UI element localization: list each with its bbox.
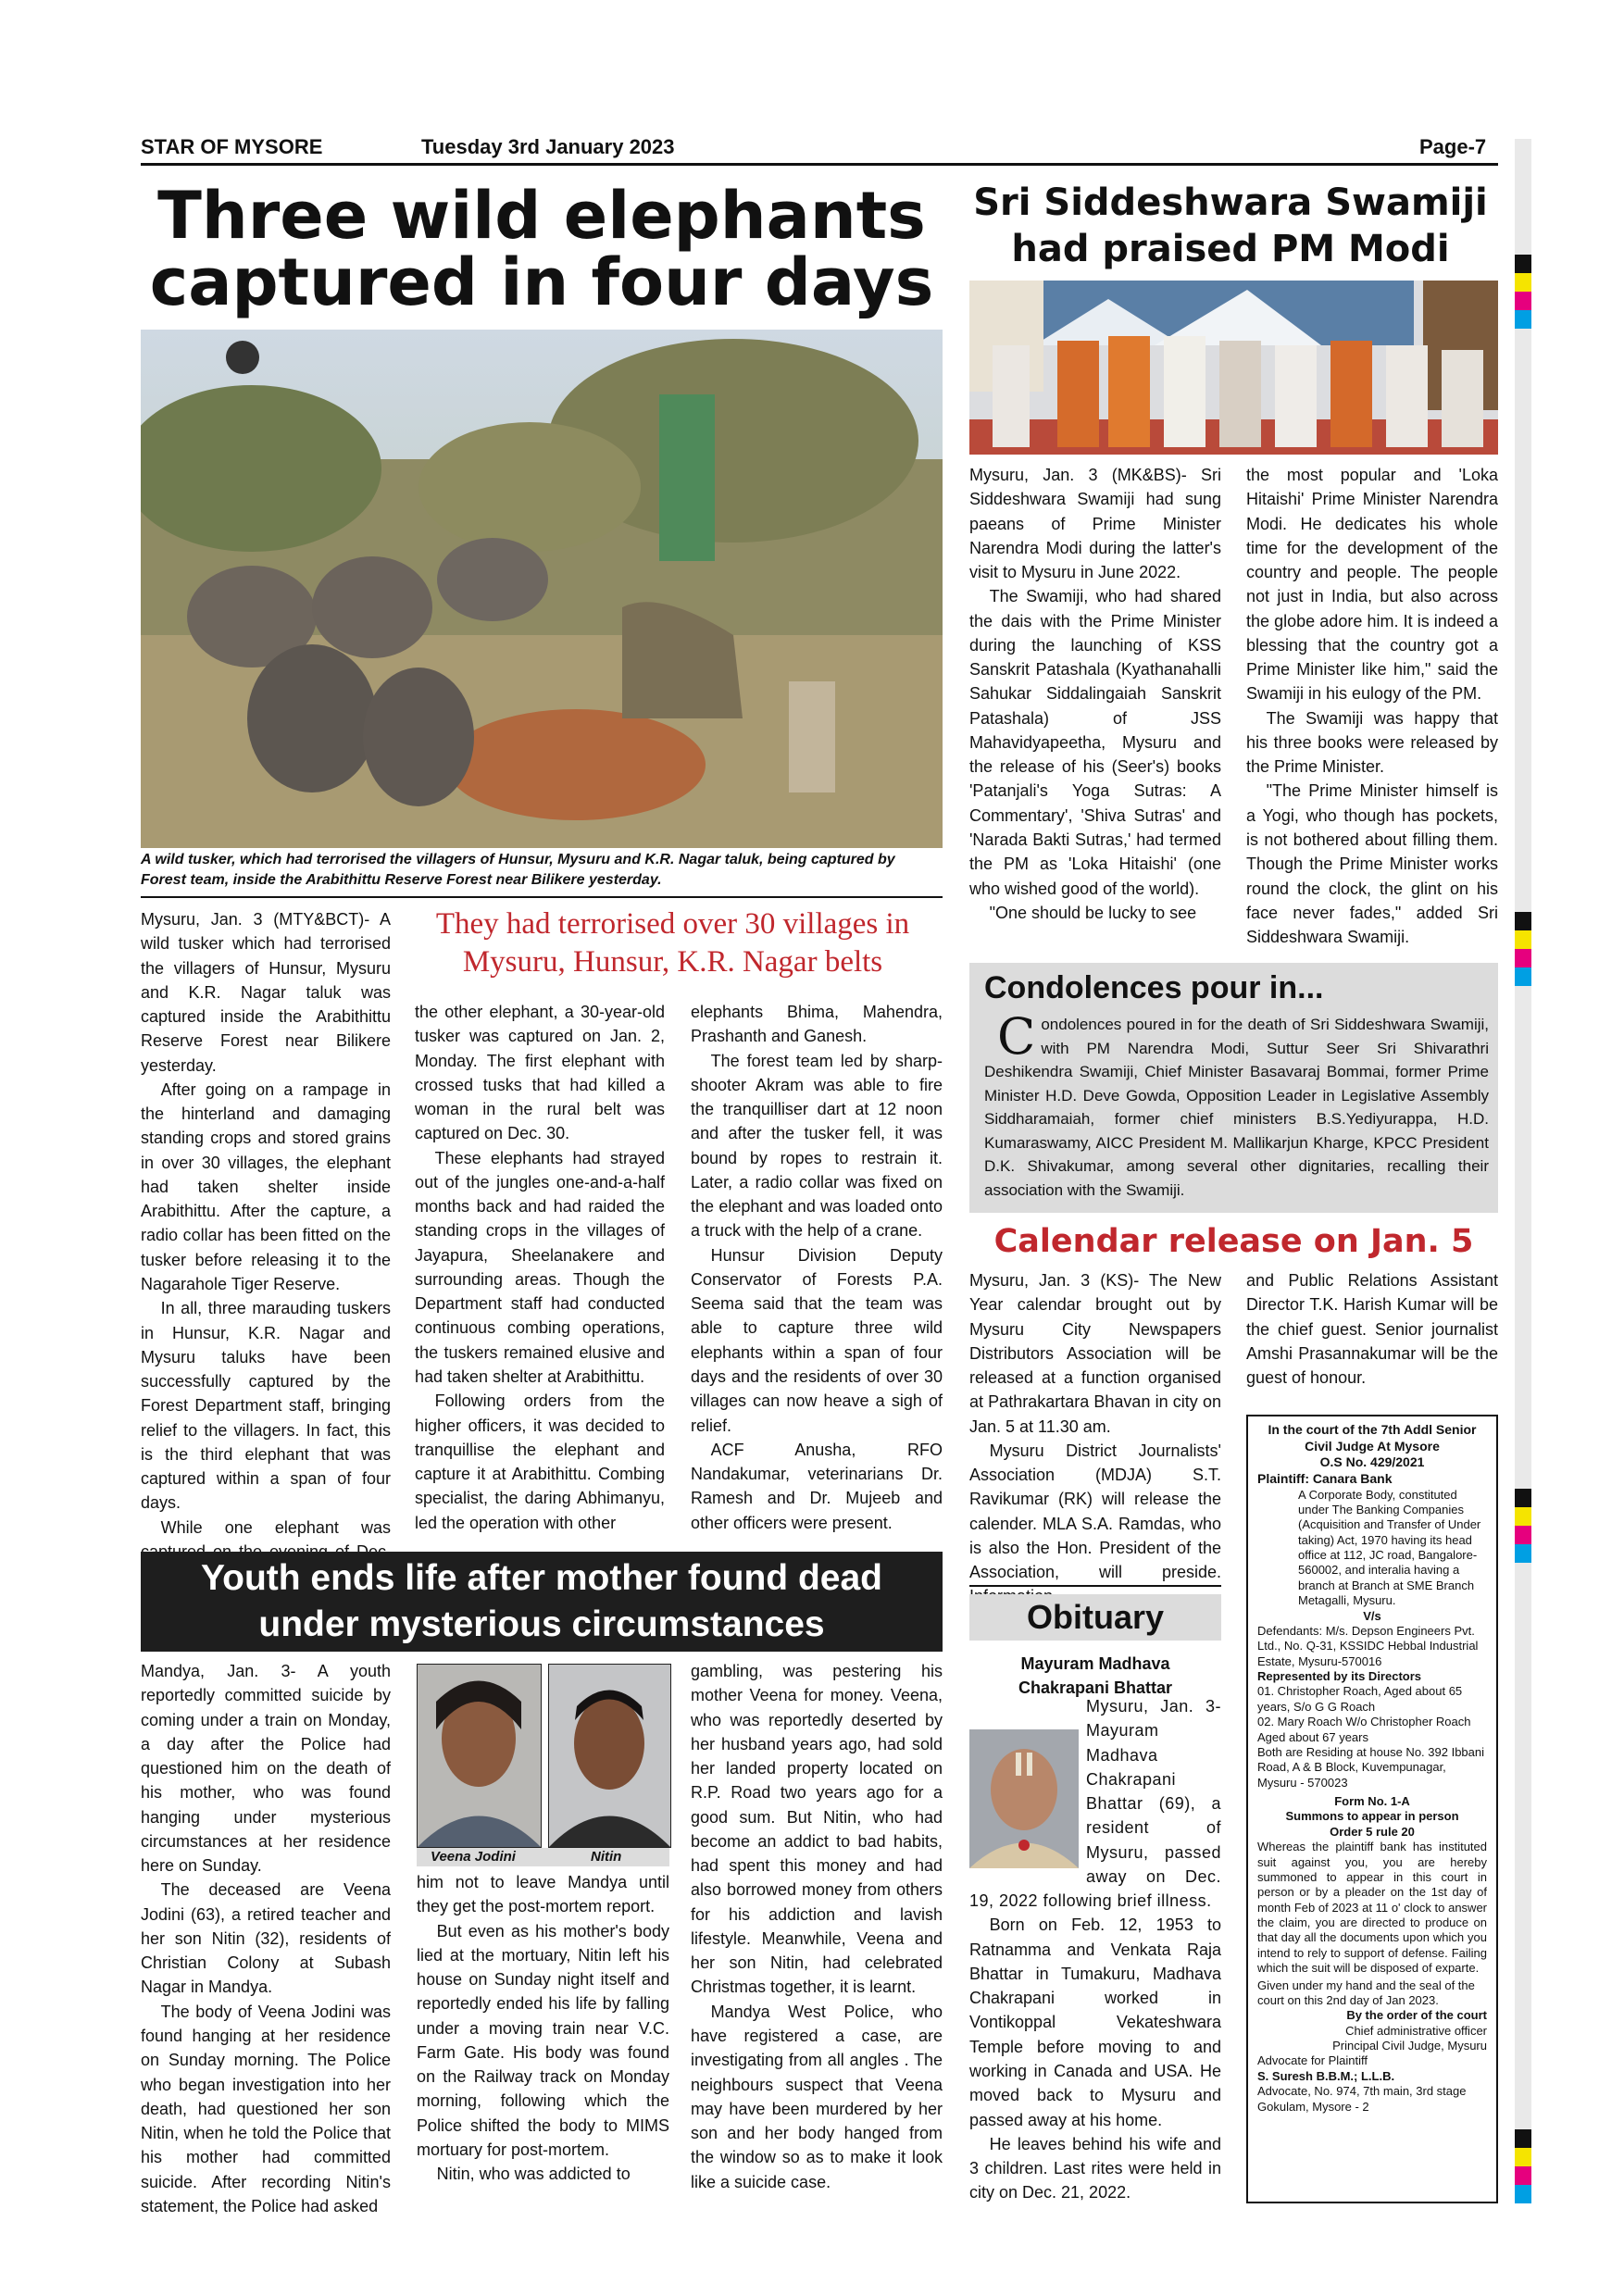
paragraph: Mandya, Jan. 3- A youth reportedly committed suicide by coming under a train on Monday, a day after the Police had questioned him on the death of his mother, who was found hanging under mysterious circumstances at her residence here on Sunday. [141,1662,391,1876]
swamiji-pm-event-photo [969,281,1498,455]
notice-defendant-2: 02. Mary Roach W/o Christopher Roach Aged about 67 years [1257,1715,1471,1744]
youth-column-1 [141,1659,391,2218]
notice-pcj: Principal Civil Judge, Mysuru [1332,2039,1487,2053]
notice-plaintiff-desc: A Corporate Body, constituted under The Banking Companies (Acquisition and Transfer of Under taking) Act, 1970 having its head office at 112, JC road, Bangalore-560002, and interalia having a branch at Branch at SME Branch Metagalli, Mysuru. [1298,1487,1481,1608]
elephants-column-2 [415,1000,665,1535]
paragraph: Born on Feb. 12, 1953 to Ratnamma and Venkata Raja Bhattar in Tumakuru, Madhava Chakrapani worked in Vontikoppal Vekateshwara Temple before moving to and working in Canada and USA. He moved back to Mysuru and passed away at his home. [969,1915,1221,2129]
swamiji-column-1 [969,463,1221,925]
paragraph: The Swamiji was happy that his three books were released by the Prime Minister. [1246,708,1498,777]
condolences-first: ondolences poured in for the death of Sri Siddeshwara Swamiji, with PM Narendra Modi, Suttur Seer Sri Shivarathri [1041,1016,1489,1057]
notice-address: Both are Residing at house No. 392 Ibbani Road, A & B Block, Kuvempunagar, Mysuru - 570023 [1257,1744,1485,1790]
paragraph: Mysuru, Jan. 3 (MTY&BCT)- A wild tusker which had terrorised the villagers of Hunsur, Mysuru and K.R. Nagar taluk was captured inside the Arabithittu Reserve Forest near Bilikere yesterday. [141,910,391,1075]
youth-column-2 [417,1870,669,2186]
nitin-photo [548,1664,671,1848]
paragraph: Mysuru, Jan. 3- Mayuram Madhava Chakrapani Bhattar (69), a resident of Mysuru, passed away on Dec. 19, 2022 following brief illness. [969,1697,1221,1911]
youth-column-3 [691,1659,943,2194]
obituary-top-rule [969,1585,1221,1587]
obituary-title: Obituary [969,1594,1221,1641]
youth-headline-line-1: Youth ends life after mother found dead [201,1558,882,1598]
obituary-name-line-1: Mayuram Madhava [1020,1654,1170,1673]
notice-defendants: Defendants: M/s. Depson Engineers Pvt. Ltd., No. Q-31, KSSIDC Hebbal Industrial Estate, Mysuru-570016 [1257,1623,1479,1668]
elephants-subheadline [403,905,943,981]
paragraph: gambling, was pestering his mother Veena for money. Veena, who was reportedly deserted by her husband years ago, had sold her landed property located on R.P. Road two years ago for a good sum. But Nitin, who had become an addict to bad habits, had spent this money and had also borrowed money from others for his addiction and lavish lifestyle. Meanwhile, Veena and her son Nitin, had celebrated Christmas together, it is learnt. [691,1662,943,1997]
notice-form: Form No. 1-A [1334,1794,1410,1808]
obituary-name [969,1652,1221,1700]
calendar-headline: Calendar release on Jan. 5 [993,1223,1474,1260]
elephants-headline-line-1: Three wild elephants [157,178,926,254]
subheadline-line-1: They had terrorised over 30 villages in [435,907,910,941]
elephants-photo-caption: A wild tusker, which had terrorised the villagers of Hunsur, Mysuru and K.R. Nagar taluk, being captured by Forest team, inside the Arabithittu Reserve Forest near Bilikere yesterday. [141,852,895,888]
paragraph: These elephants had strayed out of the jungles one-and-a-half months back and had raided the standing crops in the villages of Jayapura, Sheelanakere and surrounding areas. Though the Department staff had conducted continuous combing operations, the tuskers remained elusive and had taken shelter at Arabithittu. [415,1148,665,1386]
paragraph: "One should be lucky to see [989,903,1197,922]
paragraph: the other elephant, a 30-year-old tusker was captured on Jan. 2, Monday. The first elephant with crossed tusks that had killed a woman in the rural belt was captured on Dec. 30. [415,1003,665,1143]
header-rule [141,163,1498,166]
notice-summons: Summons to appear in person [1285,1809,1459,1824]
paragraph: Mandya West Police, who have registered a case, are investigating from all angles . The neighbours suspect that Veena may have been murdered by her son and her body hanged from the window so as to make it look like a suicide case. [691,2002,943,2191]
masthead-paper-name: STAR OF MYSORE [141,135,323,158]
swamiji-headline-line-1: Sri Siddeshwara Swamiji [973,181,1488,224]
elephants-headline-line-2: captured in four days [149,244,934,320]
caption-rule [141,896,943,898]
cmyk-registration-mark [1515,1489,1531,1563]
paragraph: the most popular and 'Loka Hitaishi' Prime Minister Narendra Modi. He dedicates his whole time for the development of the country and people. The people not just in India, but also across the globe adore him. It is indeed a blessing that the country got a Prime Minister like him," said the Swamiji in his eulogy of the PM. [1246,466,1498,704]
paragraph: Mysuru District Journalists' Association (MDJA) S.T. Ravikumar (RK) will release the calender. MLA S.A. Ramdas, who is also the Hon. President of the Association, will preside. [969,1441,1221,1582]
notice-advocate-label: Advocate for Plaintiff [1257,2053,1368,2068]
paragraph: The Swamiji, who had shared the dais with the Prime Minister during the launching of KSS Sanskrit Patashala (Kyathanahalli Sahukar Siddalingaiah Sanskrit Patashala) of JSS Mahavidyapeetha, Mysuru and the release of his (Seer's) books 'Patanjali's Yoga Sutras: A Commentary', 'Shiva Sutras' and 'Narada Bakti Sutras,' had termed the PM as 'Loka Hitaishi' (one who wished good of the world). [969,587,1221,898]
condolences-text [984,1007,1489,1202]
paragraph: Following orders from the higher officers, it was decided to tranquillise the elephant and capture it at Arabithittu. Combing specialist, the daring Abhimanyu, led the operation with other [415,1391,665,1532]
elephant-capture-photo [141,330,943,848]
paragraph: In all, three marauding tuskers in Hunsur, K.R. Nagar and Mysuru taluks have been successfully captured by the Forest Department staff, bringing relief to the villagers. In fact, this is the third elephant that was captured within a span of four days. [141,1299,391,1513]
notice-advocate-address: Advocate, No. 974, 7th main, 3rd stage Gokulam, Mysore - 2 [1257,2084,1467,2114]
notice-os-no: O.S No. 429/2021 [1319,1454,1425,1470]
condolences-box [969,963,1498,1213]
obituary-name-line-2: Chakrapani Bhattar [1018,1678,1173,1697]
notice-given: Given under my hand and the seal of the court on this 2nd day of Jan 2023. [1257,1978,1475,2007]
notice-vs: V/s [1363,1608,1381,1623]
elephants-column-1 [141,907,391,1588]
paragraph: Hunsur Division Deputy Conservator of Forests P.A. Seema said that the team was able to capture three wild elephants within a span of four days and the residents of over 30 villages can now heave a sigh of relief. [691,1245,943,1435]
paragraph: He leaves behind his wife and 3 children. Last rites were held in city on Dec. 21, 2022. [969,2134,1221,2202]
condolences-rest: Deshikendra Swamiji, Chief Minister Basavaraj Bommai, former Prime Minister H.D. Deve Gowda, Opposition Leader in Legislative Assembly Siddharamaiah, former chief ministers B.S.Yediyurappa, H.D. Kumaraswamy, AICC President M. Mallikarjun Kharge, KPCC President D.K. Shivakumar, among several other dignitaries, recalling their association with the Swamiji. [984,1063,1489,1199]
print-margin-strip [1515,139,1531,2203]
notice-advocate: S. Suresh B.B.M.; L.L.B. [1257,2068,1395,2083]
page-number: Page-7 [1419,135,1487,158]
elephants-column-3 [691,1000,943,1535]
nitin-label: Nitin [591,1849,622,1865]
youth-headline-bar [141,1552,943,1652]
notice-order: Order 5 rule 20 [1330,1824,1415,1839]
cmyk-registration-mark [1515,912,1531,986]
subheadline-line-2: Mysuru, Hunsur, K.R. Nagar belts [462,945,883,979]
notice-by-order: By the order of the court [1346,2008,1487,2023]
legal-notice-box [1246,1415,1498,2203]
paragraph: The forest team led by sharp-shooter Akram was able to fire the tranquilliser dart at 12 noon and after the tusker fell, it was bound by ropes to restrain it. Later, a radio collar was fixed on the elephant and was loaded onto a truck with the help of a crane. [691,1051,943,1241]
paragraph: But even as his mother's body lied at the mortuary, Nitin left his house on Sunday night itself and reportedly ended his life by falling under a moving train near V.C. Farm Gate. His body was found on the Railway track on Monday morning, following which the Police shifted the body to MIMS mortuary for post-mortem. [417,1921,669,2159]
paragraph: Mysuru, Jan. 3 (KS)- The New Year calendar brought out by Mysuru City Newspapers Distributors Association will be released at a function organised at Pathrakartara Bhavan in city on Jan. 5 at 11.30 am. [969,1271,1221,1436]
paragraph: and Public Relations Assistant Director T.K. Harish Kumar will be the chief guest. Senior journalist Amshi Prasannakumar will be the guest of honour. [1246,1271,1498,1388]
portrait-spacer [969,1694,1086,1868]
swamiji-headline-line-2: had praised PM Modi [1011,228,1450,270]
paragraph: "The Prime Minister himself is a Yogi, who though has pockets, is not bothered about filling them. Though the Prime Minister works round the clock, the glint on his face never fades," added Sri Siddeshwara Swamiji. [1246,781,1498,947]
notice-defendant-1: 01. Christopher Roach, Aged about 65 years, S/o G G Roach [1257,1684,1463,1714]
paragraph: After going on a rampage in the hinterland and damaging standing crops and stored grains in over 30 villages, the elephant had taken shelter inside Arabithittu. After the capture, a radio collar has been fitted on the tusker before releasing it to the Nagarahole Tiger Reserve. [141,1079,391,1293]
obituary-body [969,1694,1221,2205]
paragraph: The body of Veena Jodini was found hanging at her residence on Sunday morning. The Police who began investigation into her death, had questioned her son Nitin, when he told the Police that his mother had committed suicide. After recording Nitin's statement, the Police had asked [141,2002,391,2215]
paragraph: ACF Anusha, RFO Nandakumar, veterinarians Dr. Ramesh and Dr. Mujeeb and other officers were present. [691,1440,943,1532]
veena-label: Veena Jodini [431,1849,516,1865]
notice-plaintiff: Plaintiff: Canara Bank [1257,1470,1393,1486]
drop-cap: C [997,1007,1036,1066]
cmyk-registration-mark [1515,2129,1531,2203]
calendar-column-1 [969,1268,1221,1609]
veena-jodini-photo [417,1664,542,1848]
paragraph: elephants Bhima, Mahendra, Prashanth and Ganesh. [691,1003,943,1046]
cmyk-registration-mark [1515,255,1531,329]
youth-headline-line-2: under mysterious circumstances [258,1604,825,1644]
calendar-column-2 [1246,1268,1498,1390]
paragraph: Mysuru, Jan. 3 (MK&BS)- Sri Siddeshwara Swamiji had sung paeans of Prime Minister Narendra Modi during the latter's visit to Mysuru in June 2022. [969,466,1221,582]
condolences-title: Condolences pour in... [984,970,1324,1005]
notice-cao: Chief administrative officer [1345,2023,1487,2038]
notice-court: In the court of the 7th Addl Senior Civil Judge At Mysore [1268,1422,1477,1454]
paragraph: him not to leave Mandya until they get the post-mortem report. [417,1873,669,1916]
paragraph: While one elephant was [160,1517,391,1537]
swamiji-column-2 [1246,463,1498,949]
paragraph: The deceased are Veena Jodini (63), a retired teacher and her son Nitin (32), residents of Christian Colony at Subash Nagar in Mandya. [141,1880,391,1997]
condolences-body [984,1007,1489,1202]
notice-body: Whereas the plaintiff bank has instituted suit against you, you are hereby summoned to appear in this court in person or by a pleader on the 1st day of month Feb of 2023 at 11 o' clock to answer the claim, you are directed to produce on that day all the documents upon which you intend to rely to support of defense. Failing which the suit will be disposed of exparte. [1257,1840,1487,1976]
paragraph: Nitin, who was addicted to [436,2165,631,2184]
masthead-date: Tuesday 3rd January 2023 [421,135,675,158]
notice-represented: Represented by its Directors [1257,1669,1422,1683]
